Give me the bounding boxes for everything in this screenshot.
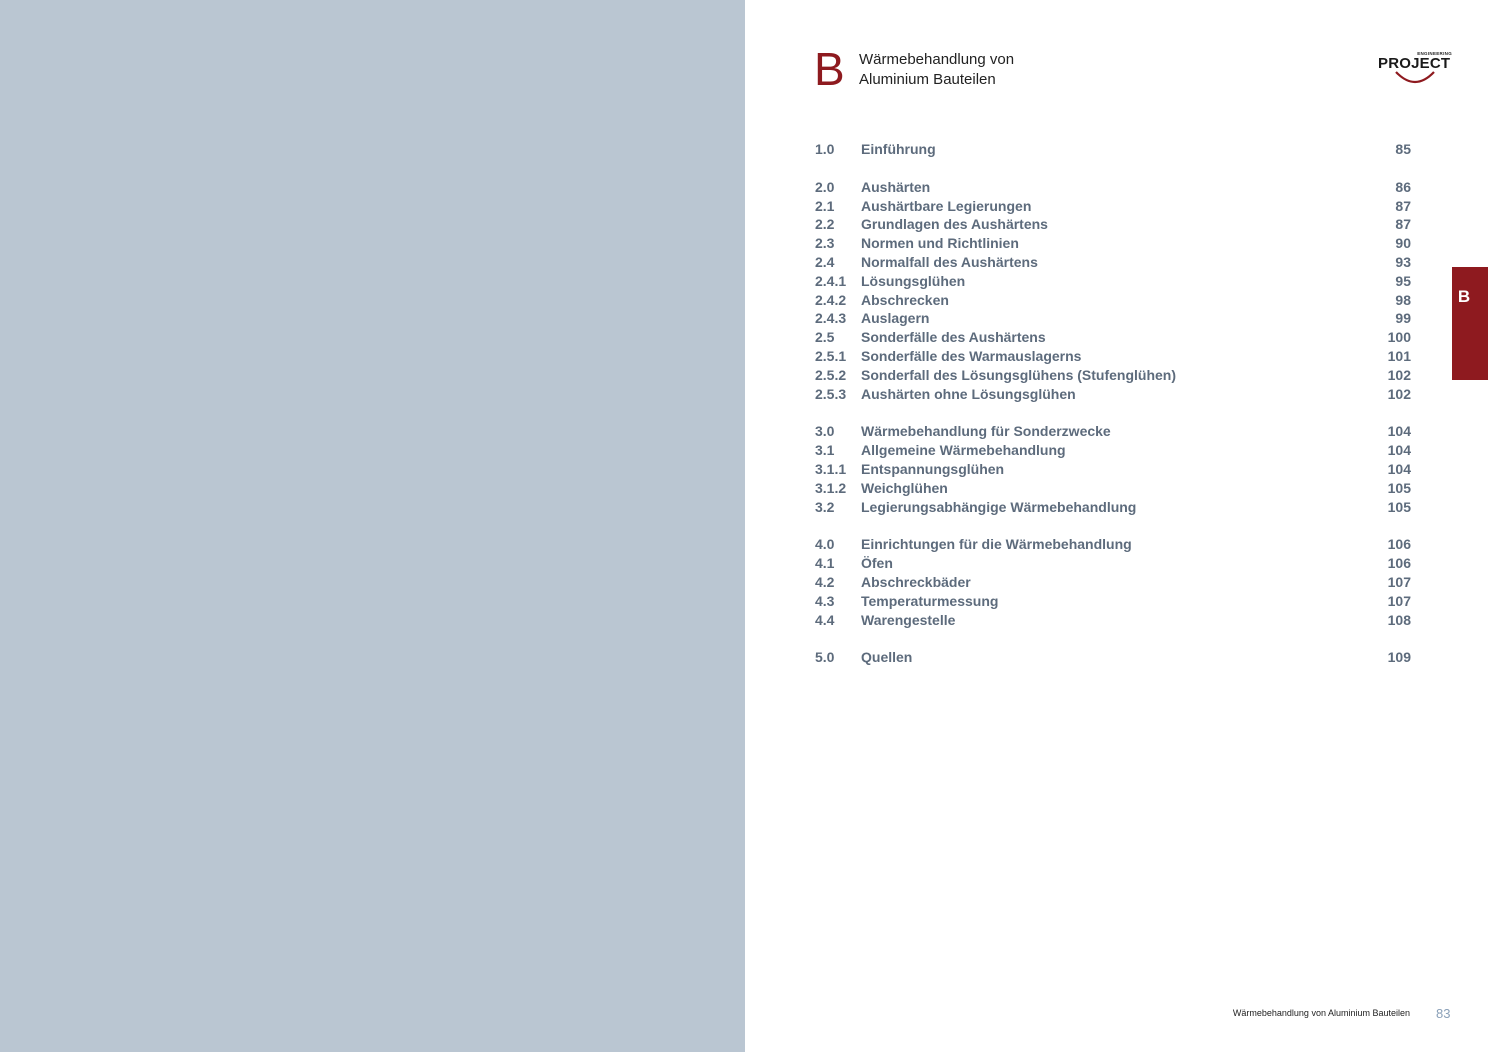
toc-entry-title: Wärmebehandlung für Sonderzwecke xyxy=(861,423,1111,440)
toc-entry[interactable] xyxy=(815,215,1411,234)
chapter-tab xyxy=(1452,267,1488,380)
toc-entry[interactable] xyxy=(815,385,1411,404)
toc-entry-title: Öfen xyxy=(861,555,893,572)
toc-entry[interactable] xyxy=(815,460,1411,479)
toc-entry-number: 2.4.3 xyxy=(815,310,847,327)
toc-entry-page: 109 xyxy=(1387,649,1411,666)
toc-entry[interactable] xyxy=(815,648,1411,667)
toc-entry-number: 3.0 xyxy=(815,423,835,440)
toc-entry-page: 102 xyxy=(1387,366,1411,383)
toc-entry[interactable] xyxy=(815,197,1411,216)
toc-entry[interactable] xyxy=(815,498,1411,517)
chapter-title-line-1: Wärmebehandlung von xyxy=(859,51,1015,68)
toc-entry[interactable] xyxy=(815,234,1411,253)
toc-entry-number: 4.1 xyxy=(815,555,835,572)
toc-entry[interactable] xyxy=(815,347,1411,366)
toc-entry-title: Lösungsglühen xyxy=(861,272,966,289)
logo-wordmark: PROJECT xyxy=(1378,55,1451,72)
toc-entry-page: 104 xyxy=(1387,460,1411,477)
toc-entry-title: Aushärten xyxy=(861,178,931,195)
logo-subtitle: ENGINEERING xyxy=(1417,51,1452,56)
chapter-tab-label: B xyxy=(1457,287,1471,306)
toc-entry-page: 98 xyxy=(1395,291,1411,308)
toc-entry-number: 3.2 xyxy=(815,498,835,515)
toc-entry-title: Temperaturmessung xyxy=(861,592,999,609)
page-number: 83 xyxy=(1436,1006,1451,1021)
toc-entry-title: Legierungsabhängige Wärmebehandlung xyxy=(861,498,1137,515)
toc-entry[interactable] xyxy=(815,178,1411,197)
toc-entry[interactable] xyxy=(815,366,1411,385)
toc-entry-page: 106 xyxy=(1387,555,1411,572)
toc-entry-title: Auslagern xyxy=(861,310,930,327)
toc-entry[interactable] xyxy=(815,611,1411,630)
project-engineering-logo xyxy=(1374,50,1458,88)
toc-entry-number: 2.4.1 xyxy=(815,272,847,289)
toc-entry-page: 95 xyxy=(1395,272,1411,289)
toc-entry-page: 104 xyxy=(1387,442,1411,459)
toc-entry-number: 4.4 xyxy=(815,611,835,628)
toc-entry-title: Einführung xyxy=(861,141,936,157)
toc-entry-number: 3.1.2 xyxy=(815,479,847,496)
toc-entry-number: 2.5 xyxy=(815,329,835,346)
toc-entry-page: 99 xyxy=(1395,310,1411,327)
toc-entry-title: Einrichtungen für die Wärmebehandlung xyxy=(861,536,1132,553)
toc-entry-number: 4.0 xyxy=(815,536,835,553)
toc-entry[interactable] xyxy=(815,535,1411,554)
toc-entry-page: 104 xyxy=(1387,423,1411,440)
toc-entry-page: 87 xyxy=(1395,197,1411,214)
chapter-title xyxy=(859,50,1014,90)
toc-entry[interactable] xyxy=(815,328,1411,347)
toc-entry-page: 100 xyxy=(1387,329,1411,346)
toc-entry-number: 3.1.1 xyxy=(815,460,847,477)
toc-entry-page: 102 xyxy=(1387,385,1411,402)
toc-entry-page: 105 xyxy=(1387,498,1411,515)
toc-entry-title: Entspannungsglühen xyxy=(861,460,1005,477)
footer-title: Wärmebehandlung von Aluminium Bauteilen xyxy=(1232,1008,1410,1018)
toc-entry-number: 4.2 xyxy=(815,573,835,590)
toc-entry-title: Abschrecken xyxy=(861,291,949,308)
toc-entry-number: 2.1 xyxy=(815,197,835,214)
toc-entry-page: 101 xyxy=(1387,347,1411,364)
toc-entry-page: 108 xyxy=(1387,611,1411,628)
toc-entry-title: Quellen xyxy=(861,649,913,666)
toc-entry-number: 2.4.2 xyxy=(815,291,847,308)
toc-entry[interactable] xyxy=(815,272,1411,291)
toc-entry-number: 3.1 xyxy=(815,442,835,459)
toc-entry-title: Grundlagen des Aushärtens xyxy=(861,216,1048,233)
toc-entry-page: 86 xyxy=(1395,178,1411,195)
toc-entry[interactable] xyxy=(815,554,1411,573)
toc-entry-number: 1.0 xyxy=(815,141,835,157)
toc-entry-title: Abschreckbäder xyxy=(861,573,971,590)
toc-entry[interactable] xyxy=(815,309,1411,328)
toc-entry-title: Warengestelle xyxy=(861,611,956,628)
toc-entry[interactable] xyxy=(815,441,1411,460)
toc-entry-page: 90 xyxy=(1395,235,1411,252)
toc-entry-number: 2.4 xyxy=(815,253,835,270)
toc-entry-number: 2.3 xyxy=(815,235,835,252)
toc-entry-page: 107 xyxy=(1387,573,1411,590)
toc-entry[interactable] xyxy=(815,479,1411,498)
toc-entry-number: 2.0 xyxy=(815,178,835,195)
toc-entry-number: 2.5.3 xyxy=(815,385,847,402)
toc-entry[interactable] xyxy=(815,140,1411,159)
toc-entry-page: 107 xyxy=(1387,592,1411,609)
toc-entry[interactable] xyxy=(815,253,1411,272)
toc-entry-number: 4.3 xyxy=(815,592,835,609)
toc-entry-page: 105 xyxy=(1387,479,1411,496)
toc-entry-page: 85 xyxy=(1395,141,1411,157)
chapter-letter: B xyxy=(814,43,845,95)
toc-entry[interactable] xyxy=(815,592,1411,611)
toc-entry-number: 2.5.1 xyxy=(815,347,847,364)
toc-entry-page: 93 xyxy=(1395,253,1411,270)
logo-swoosh-icon xyxy=(1394,70,1436,86)
toc-entry-page: 87 xyxy=(1395,216,1411,233)
chapter-title-line-2: Aluminium Bauteilen xyxy=(859,71,996,88)
toc-entry-number: 2.2 xyxy=(815,216,835,233)
toc-entry-title: Aushärtbare Legierungen xyxy=(861,197,1032,214)
toc-entry-title: Normalfall des Aushärtens xyxy=(861,253,1038,270)
toc-entry-title: Sonderfälle des Warmauslagerns xyxy=(861,347,1082,364)
toc-entry-number: 5.0 xyxy=(815,649,835,666)
toc-entry-title: Weichglühen xyxy=(861,479,948,496)
toc-entry[interactable] xyxy=(815,573,1411,592)
table-of-contents xyxy=(815,140,1411,667)
toc-entry-title: Normen und Richtlinien xyxy=(861,235,1019,252)
toc-entry-title: Sonderfall des Lösungsglühens (Stufenglühen) xyxy=(861,366,1177,383)
toc-entry-title: Sonderfälle des Aushärtens xyxy=(861,329,1046,346)
toc-entry-title: Aushärten ohne Lösungsglühen xyxy=(861,385,1076,402)
toc-entry-number: 2.5.2 xyxy=(815,366,847,383)
toc-entry-title: Allgemeine Wärmebehandlung xyxy=(861,442,1066,459)
toc-entry[interactable] xyxy=(815,291,1411,310)
toc-entry[interactable] xyxy=(815,422,1411,441)
toc-entry-page: 106 xyxy=(1387,536,1411,553)
